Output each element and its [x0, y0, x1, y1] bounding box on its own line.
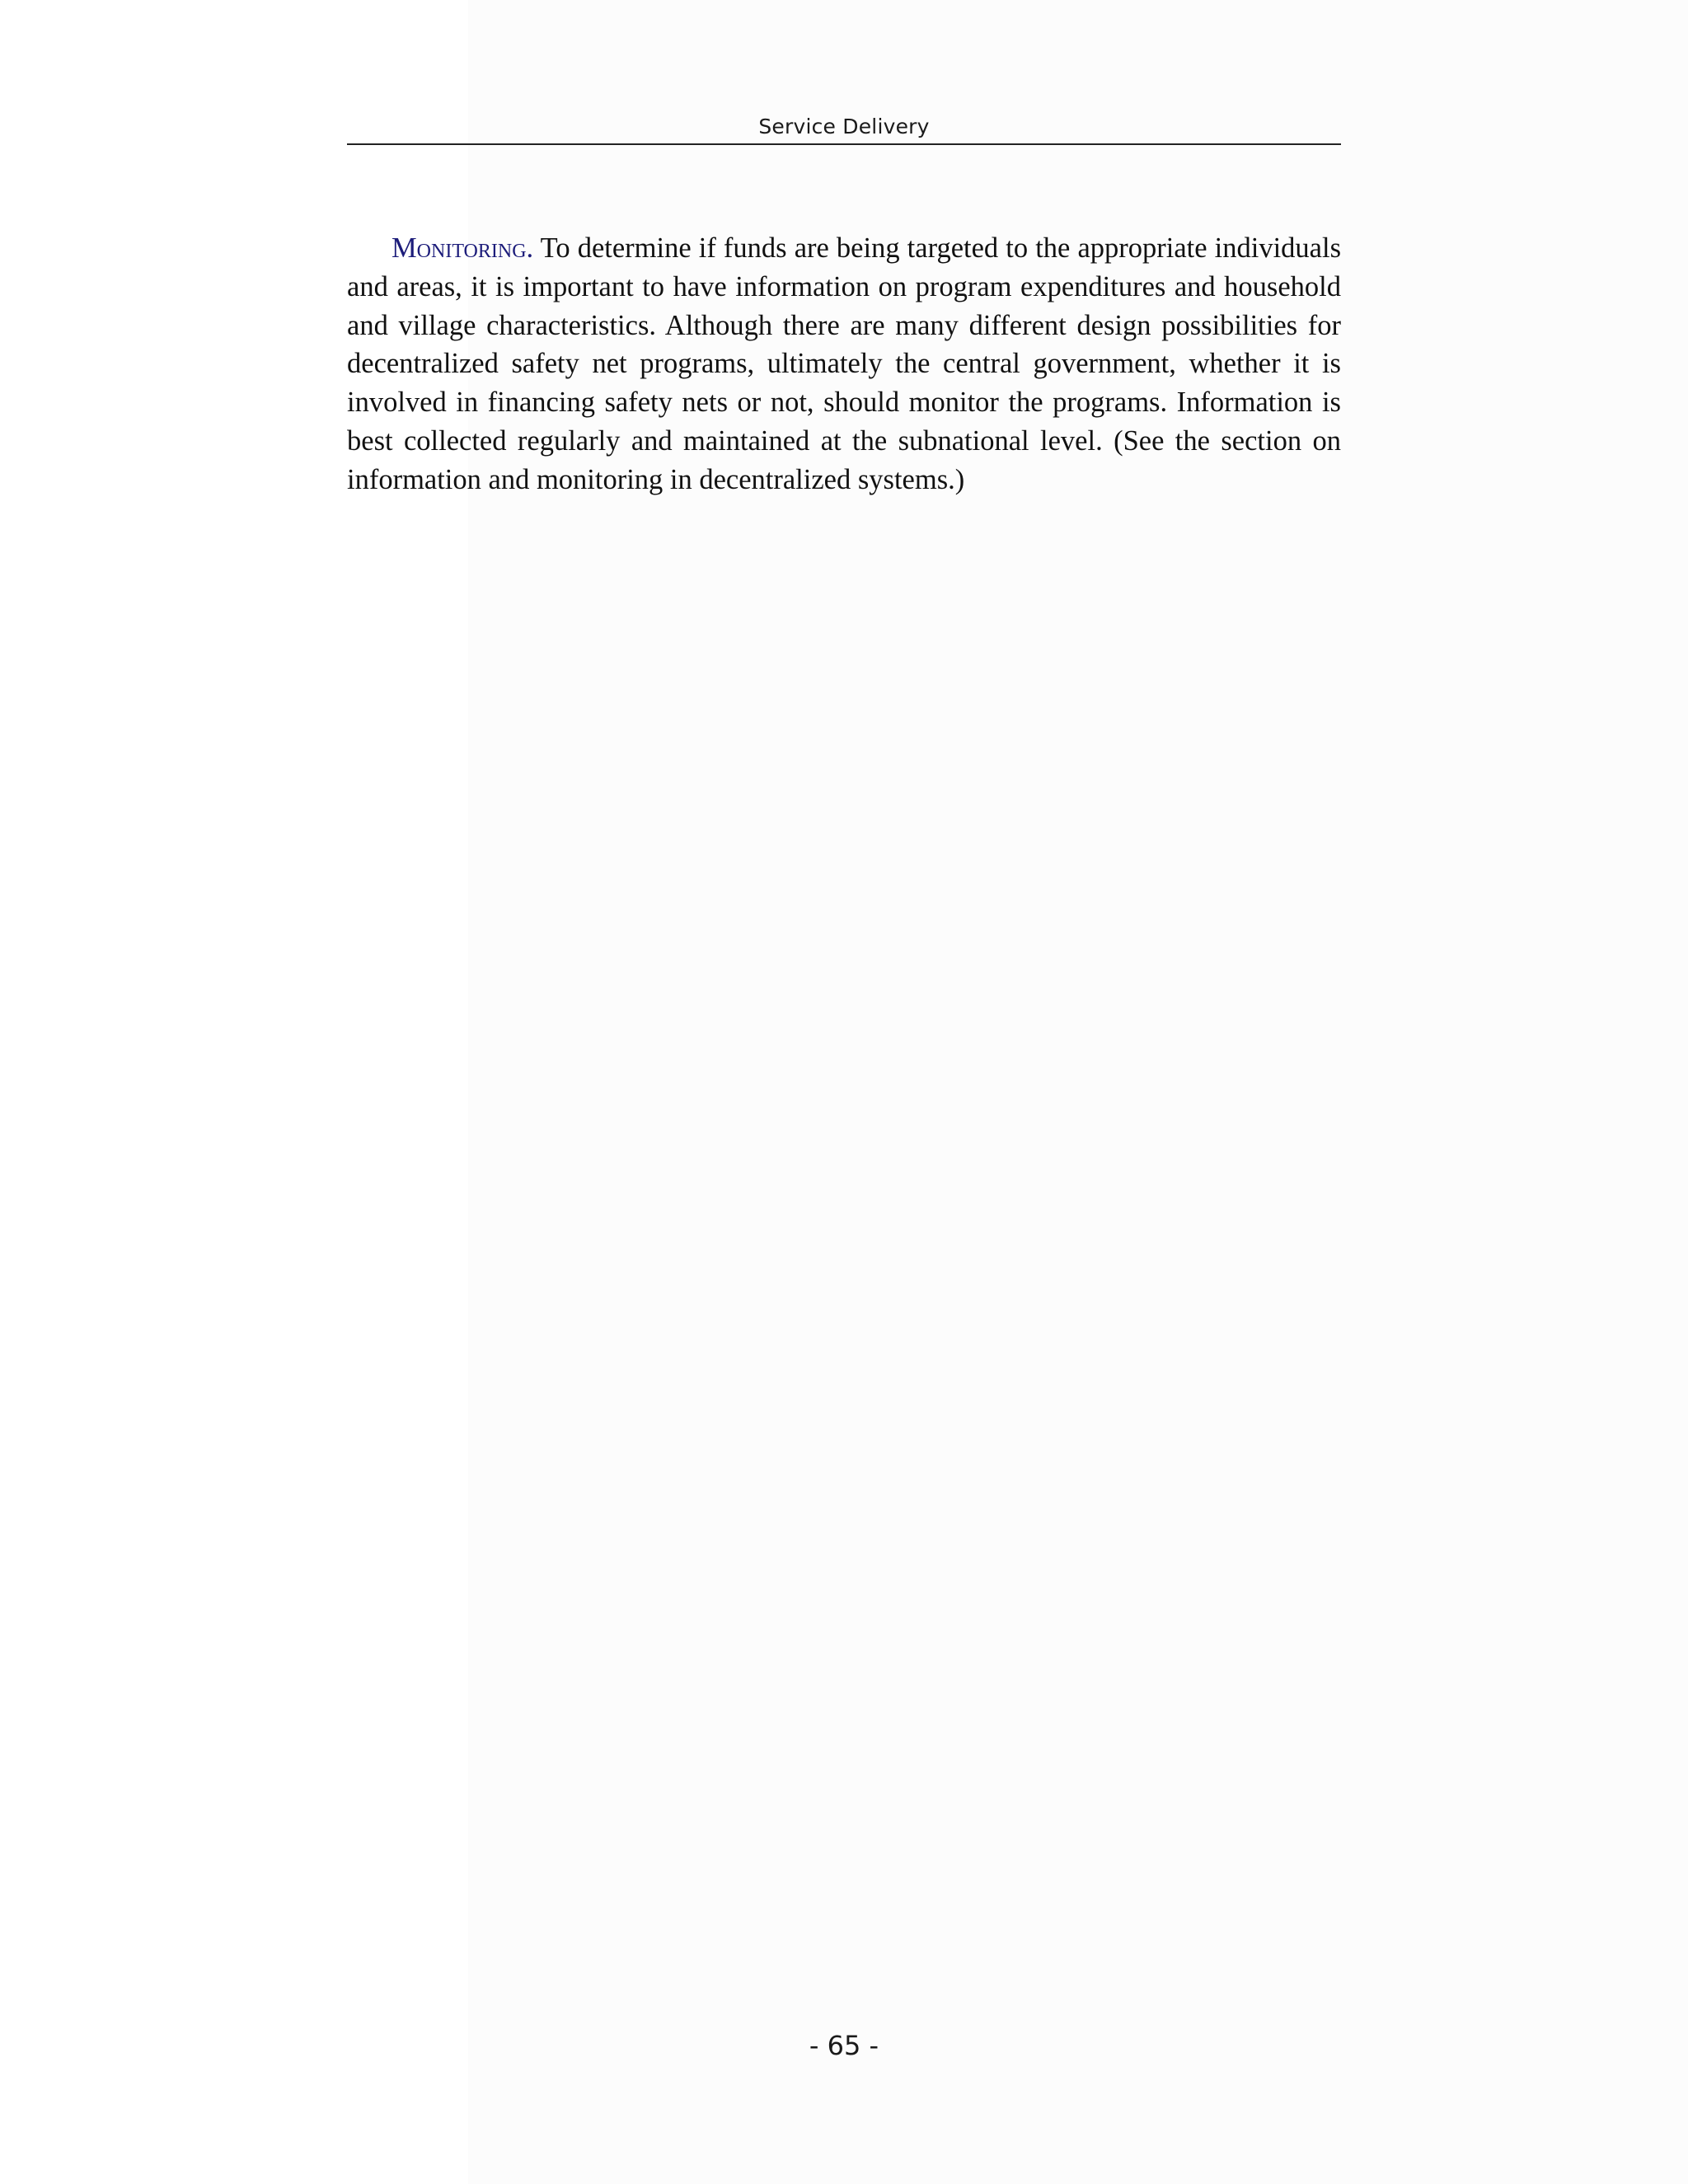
run-in-heading: Monitoring. — [392, 232, 534, 264]
header-divider — [347, 143, 1341, 145]
running-header: Service Delivery — [758, 115, 930, 138]
paragraph-body: To determine if funds are being targeted to the appropriate individuals and areas, it is important to have information on program expenditures and household and village characteristics. Although there are many different design possibilities for decentralized safety net programs, ultimately the central government, whether it is involved in financing safety nets or not, should monitor the programs. Information is best collected regularly and maintained at the subnational level. (See the section on information and monitoring in decentralized systems.) — [347, 232, 1341, 495]
page-number: - 65 - — [809, 2030, 879, 2061]
monitoring-paragraph — [347, 229, 1341, 499]
